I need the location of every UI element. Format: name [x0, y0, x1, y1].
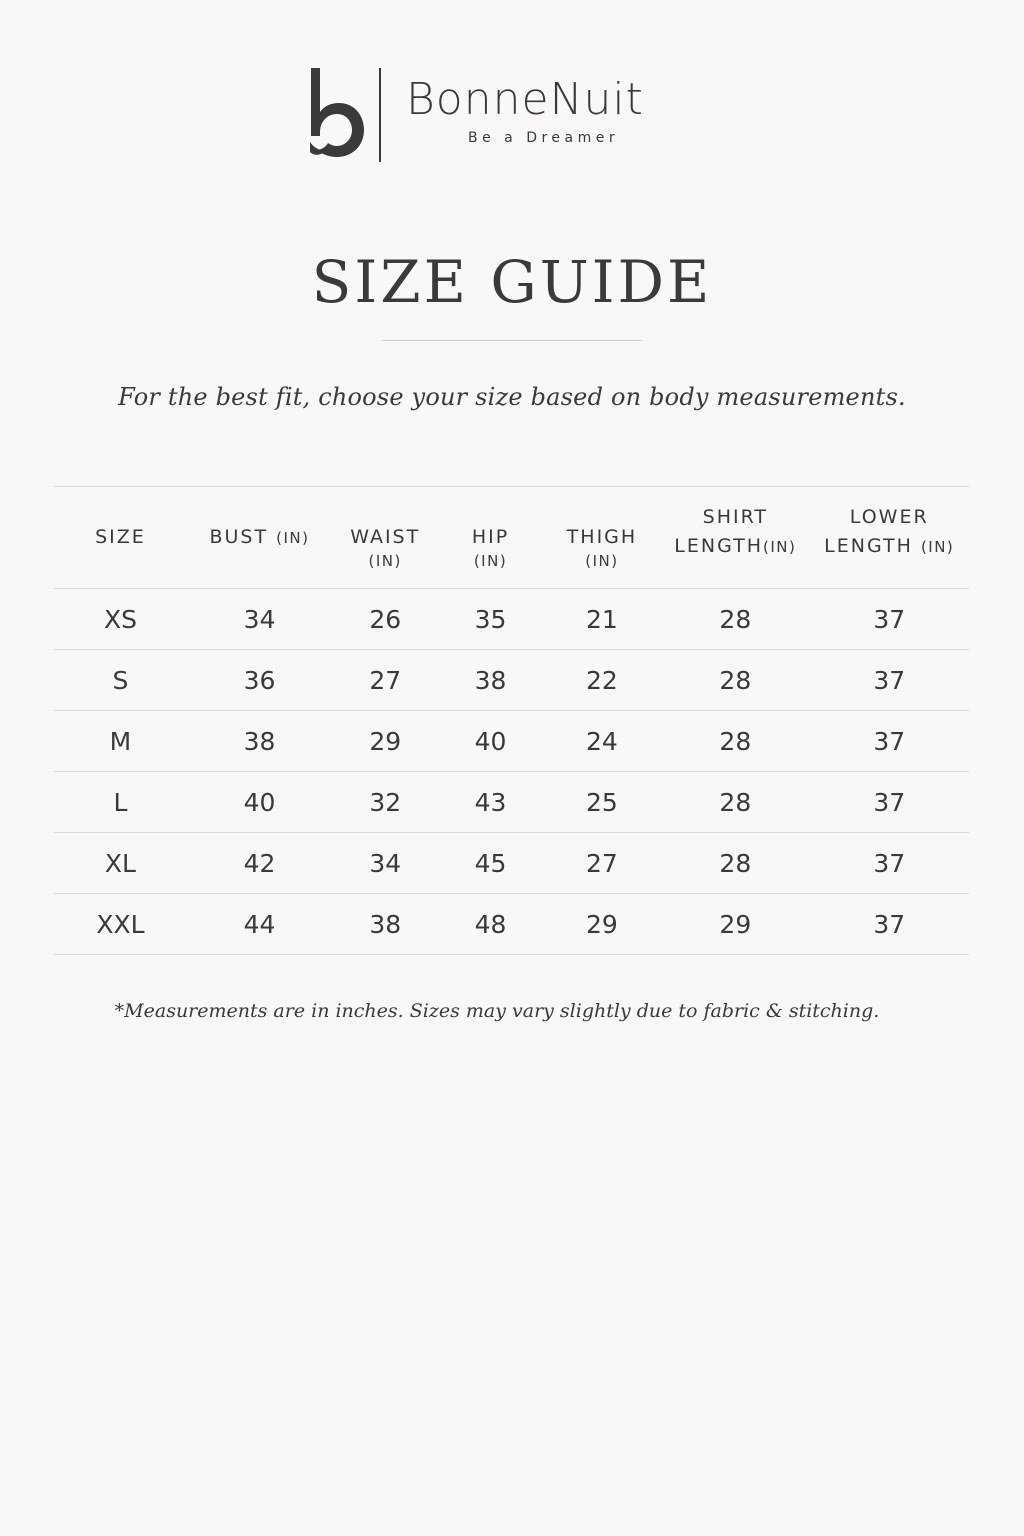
- logo-divider: [379, 68, 381, 162]
- header-label: LENGTH: [674, 534, 764, 557]
- header-label: SIZE: [95, 526, 146, 549]
- cell-shirt-length: 29: [719, 909, 752, 939]
- cell-hip: 38: [474, 665, 507, 695]
- header-label: HIP: [471, 526, 510, 549]
- cell-thigh: 22: [586, 665, 618, 695]
- header-hip: [438, 487, 542, 589]
- header-thigh: [543, 487, 662, 589]
- cell-shirt-length: 28: [719, 604, 752, 634]
- size-table: [54, 486, 969, 955]
- table-header-row: [54, 487, 969, 589]
- page-title: SIZE GUIDE: [311, 248, 713, 316]
- cell-thigh: 25: [586, 787, 618, 817]
- cell-lower-length: 37: [873, 848, 906, 878]
- cell-size: XXL: [96, 909, 145, 939]
- cell-waist: 29: [369, 726, 402, 756]
- cell-lower-length: 37: [873, 665, 906, 695]
- cell-size: M: [109, 726, 132, 756]
- header-unit: (IN): [473, 551, 508, 570]
- table-row: [54, 711, 969, 772]
- header-size: [54, 487, 187, 589]
- cell-waist: 32: [369, 787, 402, 817]
- table-row: [54, 589, 969, 650]
- intro-text: For the best fit, choose your size based on body measurements.: [118, 383, 906, 411]
- cell-hip: 48: [474, 909, 507, 939]
- header-shirt-length: [661, 487, 809, 589]
- header-label: LOWER: [849, 506, 929, 528]
- brand-logo: [306, 66, 686, 164]
- header-unit: (IN): [276, 529, 310, 548]
- table-row: [54, 833, 969, 894]
- cell-thigh: 24: [586, 726, 618, 756]
- header-label: LENGTH: [824, 534, 913, 557]
- header-waist: [332, 487, 438, 589]
- cell-waist: 34: [369, 848, 402, 878]
- header-unit: (IN): [585, 551, 619, 570]
- cell-shirt-length: 28: [719, 848, 752, 878]
- cell-bust: 34: [243, 604, 276, 634]
- cell-shirt-length: 28: [719, 787, 752, 817]
- cell-bust: 40: [243, 787, 276, 817]
- brand-b-icon: [306, 66, 368, 160]
- cell-waist: 27: [369, 665, 402, 695]
- cell-bust: 44: [243, 909, 276, 939]
- header-bust: [187, 487, 332, 589]
- brand-name: BonneNuit: [406, 74, 644, 125]
- cell-waist: 26: [369, 604, 402, 634]
- table-row: [54, 650, 969, 711]
- header-label: THIGH: [566, 526, 638, 549]
- header-unit: (IN): [920, 537, 955, 556]
- cell-lower-length: 37: [873, 726, 906, 756]
- cell-hip: 40: [474, 726, 507, 756]
- cell-thigh: 29: [586, 909, 618, 939]
- cell-lower-length: 37: [873, 604, 906, 634]
- footnote: *Measurements are in inches. Sizes may vary slightly due to fabric & stitching.: [114, 1000, 880, 1022]
- header-label: BUST: [209, 526, 269, 549]
- header-label: WAIST: [350, 526, 421, 549]
- title-divider: [382, 340, 642, 341]
- brand-tagline: Be a Dreamer: [468, 130, 620, 146]
- table-row: [54, 772, 969, 833]
- header-unit: (IN): [368, 551, 402, 570]
- cell-lower-length: 37: [873, 909, 906, 939]
- cell-bust: 36: [243, 665, 276, 695]
- cell-thigh: 27: [586, 848, 618, 878]
- cell-size: S: [112, 665, 129, 695]
- cell-shirt-length: 28: [719, 726, 752, 756]
- cell-lower-length: 37: [873, 787, 906, 817]
- cell-hip: 43: [474, 787, 507, 817]
- header-label: SHIRT: [702, 506, 769, 528]
- header-unit: (IN): [763, 537, 797, 556]
- table-row: [54, 894, 969, 955]
- cell-size: XL: [104, 848, 136, 878]
- cell-size: L: [113, 787, 128, 817]
- cell-thigh: 21: [586, 604, 618, 634]
- cell-hip: 35: [474, 604, 507, 634]
- header-lower-length: [809, 487, 969, 589]
- cell-bust: 42: [243, 848, 276, 878]
- cell-hip: 45: [474, 848, 507, 878]
- cell-shirt-length: 28: [719, 665, 752, 695]
- cell-size: XS: [103, 604, 137, 634]
- cell-bust: 38: [243, 726, 276, 756]
- cell-waist: 38: [369, 909, 402, 939]
